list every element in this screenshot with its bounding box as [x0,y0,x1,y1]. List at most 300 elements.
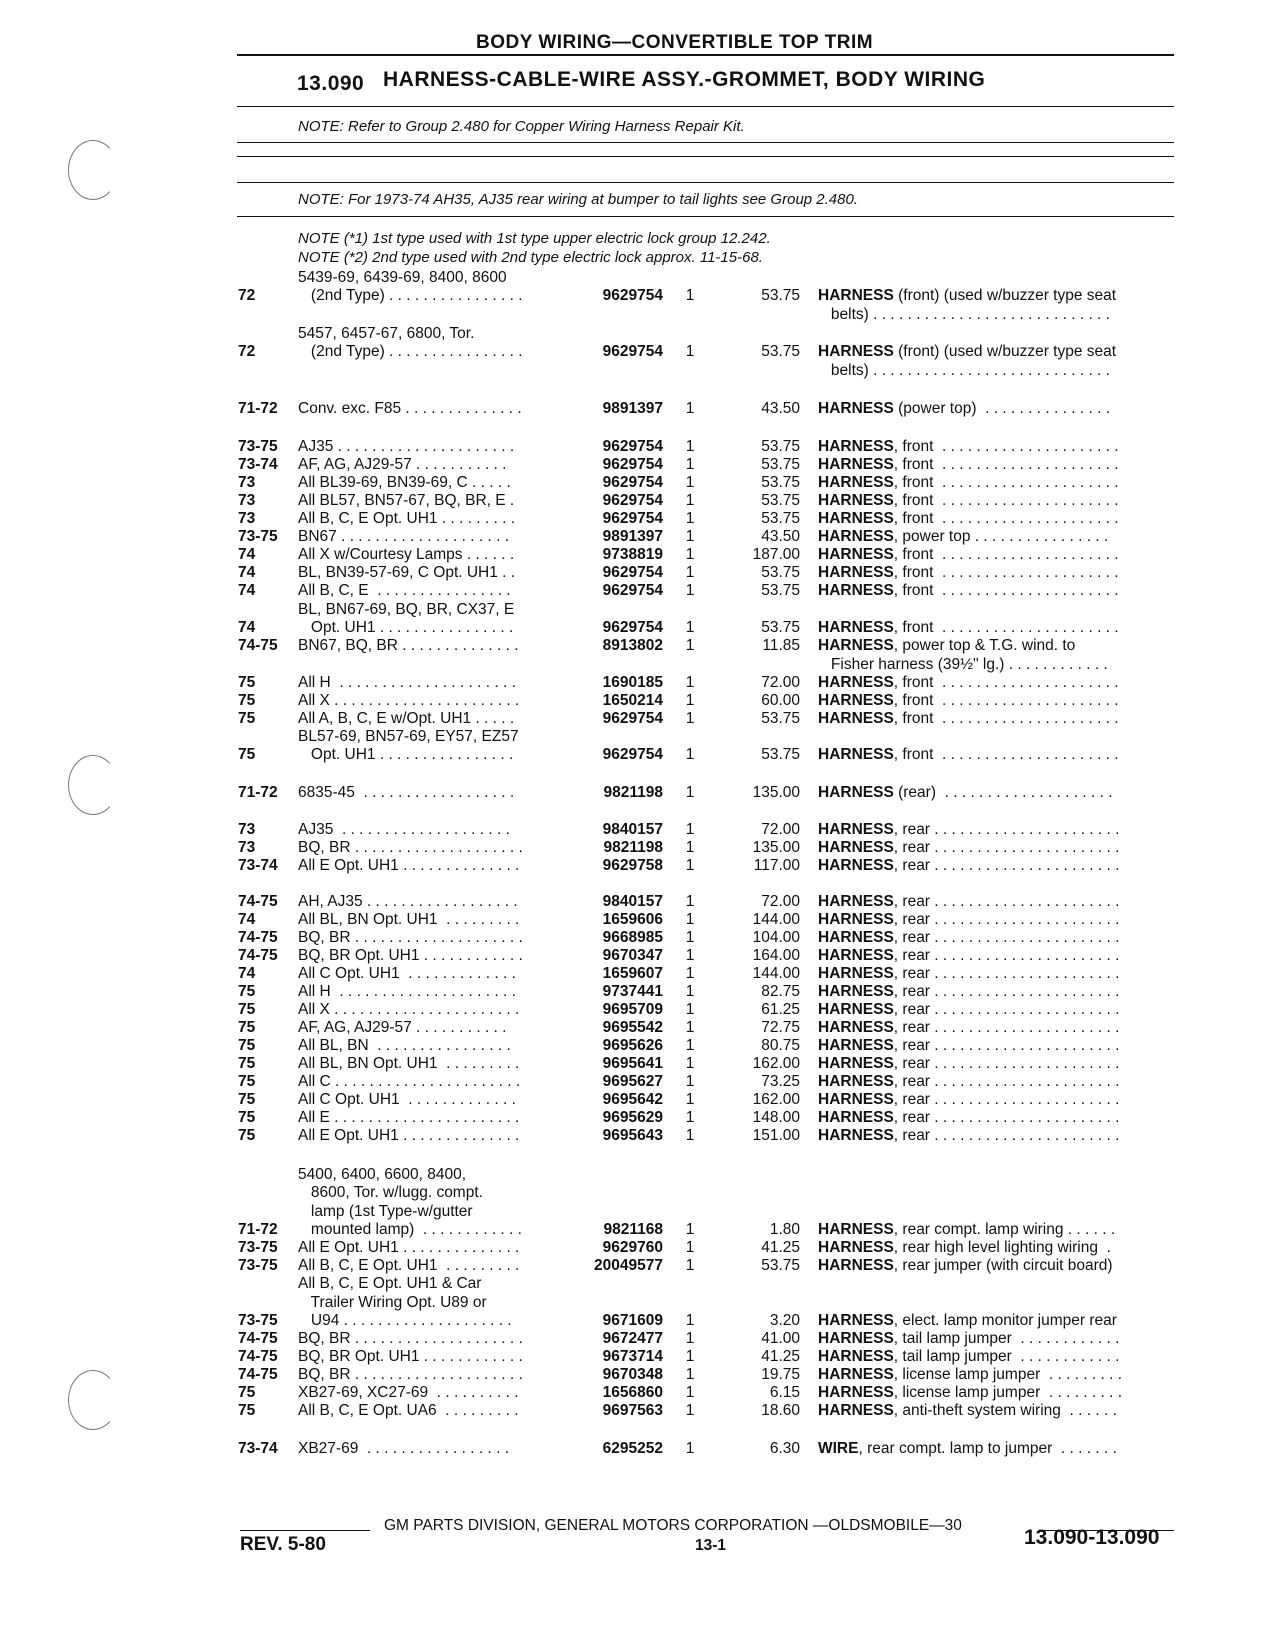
row-description-line: HARNESS, rear . . . . . . . . . . . . . . . . . . . . . . [818,1109,1120,1126]
row-model-line: All B, C, E Opt. UA6 . . . . . . . . . [298,1402,519,1419]
row-part-number: 1659606 [602,911,663,928]
note-type-2: NOTE (*2) 2nd type used with 2nd type electric lock approx. 11-15-68. [298,249,763,266]
row-description-keyword: HARNESS [818,343,894,360]
row-description-keyword: HARNESS [818,746,894,763]
row-description-line: HARNESS, front . . . . . . . . . . . . . . . . . . . . . [818,510,1119,527]
row-quantity: 1 [685,692,695,709]
row-model [298,510,560,529]
row-model-line: AF, AG, AJ29-57 . . . . . . . . . . . [298,1019,507,1036]
row-description [818,546,1178,565]
row-description-keyword: HARNESS [818,692,894,709]
row-quantity: 1 [685,746,695,763]
row-quantity: 1 [685,1055,695,1072]
row-part-number: 9891397 [602,400,663,417]
row-quantity: 1 [685,474,695,491]
row-model [298,269,560,306]
row-description-line: Fisher harness (39½" lg.) . . . . . . . . . . . . [818,655,1108,673]
row-year: 74-75 [238,893,278,910]
row-part-number: 8913802 [602,637,663,654]
row-year: 73-74 [238,456,278,473]
row-price: 53.75 [761,287,800,304]
row-model [298,400,560,419]
group-title: HARNESS-CABLE-WIRE ASSY.-GROMMET, BODY WIRING [383,68,986,91]
row-description-keyword: HARNESS [818,784,894,801]
row-year: 75 [238,1402,256,1419]
row-price: 18.60 [761,1402,800,1419]
row-model-line: 5439-69, 6439-69, 8400, 8600 [298,268,507,286]
row-model-line: mounted lamp) . . . . . . . . . . . . [298,1221,522,1238]
row-year: 75 [238,983,256,1000]
row-model-line: XB27-69, XC27-69 . . . . . . . . . . [298,1384,519,1401]
row-year: 75 [238,1019,256,1036]
row-model-line: All BL, BN . . . . . . . . . . . . . . . . [298,1037,511,1054]
row-description-keyword: HARNESS [818,983,894,1000]
row-year: 72 [238,287,256,304]
note-repair-kit: NOTE: Refer to Group 2.480 for Copper Wiring Harness Repair Kit. [298,118,745,135]
row-description-line: HARNESS, rear high level lighting wiring . [818,1239,1111,1256]
row-description-line: HARNESS (front) (used w/buzzer type seat [818,287,1117,304]
row-description-line: HARNESS, rear . . . . . . . . . . . . . . . . . . . . . . [818,929,1120,946]
row-model-line: 5457, 6457-67, 6800, Tor. [298,324,475,342]
row-model-line: All BL, BN Opt. UH1 . . . . . . . . . [298,1055,520,1072]
row-model [298,929,560,948]
row-description [818,1019,1178,1038]
row-price: 53.75 [761,438,800,455]
row-quantity: 1 [685,343,695,360]
row-year: 74-75 [238,1366,278,1383]
row-description [818,1221,1178,1240]
row-quantity: 1 [685,1402,695,1419]
row-model [298,492,560,511]
row-part-number: 9629754 [602,474,663,491]
row-year: 75 [238,1037,256,1054]
row-quantity: 1 [685,1001,695,1018]
row-model [298,1037,560,1056]
row-description-keyword: HARNESS [818,911,894,928]
row-price: 164.00 [752,947,800,964]
row-year: 74 [238,619,256,636]
row-quantity: 1 [685,528,695,545]
row-part-number: 9840157 [602,893,663,910]
row-description-line: HARNESS, elect. lamp monitor jumper rear [818,1312,1117,1329]
row-quantity: 1 [685,1312,695,1329]
row-description [818,947,1178,966]
row-part-number: 9695709 [602,1001,663,1018]
note-type-1: NOTE (*1) 1st type used with 1st type upper electric lock group 12.242. [298,230,771,247]
row-part-number: 9695641 [602,1055,663,1072]
row-price: 72.00 [761,674,800,691]
row-model-line: All B, C, E Opt. UH1 . . . . . . . . . [298,510,516,527]
row-model-line: All E Opt. UH1 . . . . . . . . . . . . . . [298,1239,520,1256]
row-description-line: HARNESS, rear . . . . . . . . . . . . . . . . . . . . . . [818,1037,1120,1054]
row-price: 6.15 [769,1384,800,1401]
row-model-line: AH, AJ35 . . . . . . . . . . . . . . . . . . [298,893,518,910]
row-model [298,546,560,565]
row-description [818,911,1178,930]
row-year: 75 [238,1127,256,1144]
row-quantity: 1 [685,857,695,874]
row-model [298,637,560,656]
row-model [298,1239,560,1258]
row-part-number: 9697563 [602,1402,663,1419]
row-description [818,746,1178,765]
row-description [818,492,1178,511]
row-quantity: 1 [685,1239,695,1256]
row-part-number: 9738819 [602,546,663,563]
row-year: 71-72 [238,1221,278,1238]
row-description-line: HARNESS, rear jumper (with circuit board) [818,1257,1113,1274]
footer-rev: REV. 5-80 [240,1534,326,1555]
row-description-line: HARNESS, front . . . . . . . . . . . . . . . . . . . . . [818,746,1119,763]
footer-page-number: 13-1 [695,1537,727,1554]
row-description-line: HARNESS, front . . . . . . . . . . . . . . . . . . . . . [818,492,1119,509]
row-description-keyword: HARNESS [818,1037,894,1054]
row-part-number: 9629754 [602,343,663,360]
row-quantity: 1 [685,492,695,509]
row-model-line: BQ, BR Opt. UH1 . . . . . . . . . . . . [298,947,523,964]
row-description-line: HARNESS, front . . . . . . . . . . . . . . . . . . . . . [818,438,1119,455]
row-description [818,1055,1178,1074]
row-description [818,710,1178,729]
row-description-keyword: HARNESS [818,1239,894,1256]
row-price: 144.00 [752,965,800,982]
row-part-number: 9695626 [602,1037,663,1054]
row-model [298,1127,560,1146]
row-model [298,947,560,966]
row-model [298,1384,560,1403]
row-description-line: HARNESS, power top . . . . . . . . . . . . . . . . [818,528,1109,545]
row-model-line: All C Opt. UH1 . . . . . . . . . . . . . [298,965,516,982]
row-year: 75 [238,1091,256,1108]
row-description [818,1384,1178,1403]
row-model [298,1091,560,1110]
row-description-line: HARNESS, rear . . . . . . . . . . . . . . . . . . . . . . [818,947,1120,964]
row-year: 74-75 [238,1330,278,1347]
row-quantity: 1 [685,1109,695,1126]
row-price: 104.00 [752,929,800,946]
row-description [818,510,1178,529]
row-description-keyword: HARNESS [818,857,894,874]
row-quantity: 1 [685,400,695,417]
row-model [298,1019,560,1038]
row-model [298,1109,560,1128]
row-part-number: 9821168 [603,1221,663,1238]
row-price: 53.75 [761,710,800,727]
row-model [298,692,560,711]
row-part-number: 9629754 [602,287,663,304]
row-quantity: 1 [685,438,695,455]
row-description-line: HARNESS, anti-theft system wiring . . . . . . [818,1402,1117,1419]
row-description-line: HARNESS, front . . . . . . . . . . . . . . . . . . . . . [818,582,1119,599]
row-price: 53.75 [761,746,800,763]
row-description-line: WIRE, rear compt. lamp to jumper . . . . . . . [818,1440,1117,1457]
row-description-keyword: HARNESS [818,546,894,563]
row-description [818,1073,1178,1092]
row-year: 75 [238,1384,256,1401]
row-price: 80.75 [761,1037,800,1054]
row-description-line: HARNESS, front . . . . . . . . . . . . . . . . . . . . . [818,546,1119,563]
row-description-line: HARNESS, rear . . . . . . . . . . . . . . . . . . . . . . [818,965,1120,982]
row-description-keyword: HARNESS [818,1366,894,1383]
row-price: 53.75 [761,492,800,509]
row-model-line: All H . . . . . . . . . . . . . . . . . . . . . [298,674,516,691]
row-model [298,1440,560,1459]
row-part-number: 9821198 [603,784,663,801]
row-quantity: 1 [685,637,695,654]
row-description-line: HARNESS, front . . . . . . . . . . . . . . . . . . . . . [818,692,1119,709]
row-quantity: 1 [685,1440,695,1457]
row-model [298,582,560,601]
group-number: 13.090 [297,72,365,95]
row-year: 75 [238,674,256,691]
row-description-line: HARNESS, license lamp jumper . . . . . . . . . [818,1384,1123,1401]
row-model [298,965,560,984]
row-model-line: All X . . . . . . . . . . . . . . . . . . . . . . [298,1001,520,1018]
row-description [818,438,1178,457]
row-price: 72.00 [761,893,800,910]
row-part-number: 9629760 [602,1239,663,1256]
row-description-keyword: HARNESS [818,400,894,417]
row-part-number: 20049577 [594,1257,663,1274]
row-model-line: Trailer Wiring Opt. U89 or [298,1293,487,1311]
row-part-number: 9629754 [602,582,663,599]
row-part-number: 9671609 [602,1312,663,1329]
row-description-keyword: HARNESS [818,710,894,727]
row-description-keyword: HARNESS [818,1330,894,1347]
row-price: 151.00 [752,1127,800,1144]
row-price: 1.80 [769,1221,800,1238]
row-description [818,456,1178,475]
row-quantity: 1 [685,1127,695,1144]
row-model-line: AJ35 . . . . . . . . . . . . . . . . . . . . . [298,438,515,455]
row-model [298,1275,560,1331]
row-description-line: HARNESS, front . . . . . . . . . . . . . . . . . . . . . [818,710,1119,727]
row-model [298,528,560,547]
row-description-line: HARNESS, front . . . . . . . . . . . . . . . . . . . . . [818,564,1119,581]
section-title: BODY WIRING—CONVERTIBLE TOP TRIM [476,32,874,53]
row-model-line: BQ, BR . . . . . . . . . . . . . . . . . . . . [298,1330,523,1347]
row-description [818,857,1178,876]
row-model-line: All B, C, E Opt. UH1 & Car [298,1275,482,1292]
row-description-keyword: HARNESS [818,893,894,910]
row-model [298,1166,560,1240]
row-quantity: 1 [685,839,695,856]
row-description-keyword: HARNESS [818,1019,894,1036]
row-part-number: 9629754 [602,456,663,473]
row-price: 6.30 [769,1440,800,1457]
row-description [818,1312,1178,1331]
row-part-number: 9629754 [602,510,663,527]
row-description-keyword: HARNESS [818,287,894,304]
row-model-line: (2nd Type) . . . . . . . . . . . . . . . . [298,287,523,304]
row-quantity: 1 [685,1384,695,1401]
row-quantity: 1 [685,546,695,563]
row-quantity: 1 [685,1330,695,1347]
row-model-line: lamp (1st Type-w/gutter [298,1202,473,1220]
row-model [298,821,560,840]
row-description-keyword: HARNESS [818,528,894,545]
row-part-number: 9695642 [602,1091,663,1108]
row-quantity: 1 [685,965,695,982]
row-description [818,1348,1178,1367]
row-part-number: 1656860 [602,1384,663,1401]
row-year: 73 [238,821,256,838]
row-year: 72 [238,343,256,360]
row-model-line: U94 . . . . . . . . . . . . . . . . . . . . [298,1312,512,1329]
row-year: 73-75 [238,438,278,455]
row-quantity: 1 [685,947,695,964]
row-description-keyword: HARNESS [818,1091,894,1108]
row-description [818,1127,1178,1146]
row-part-number: 9629754 [602,438,663,455]
row-year: 74 [238,965,256,982]
row-part-number: 9668985 [602,929,663,946]
row-description [818,1001,1178,1020]
row-part-number: 9629754 [602,492,663,509]
row-part-number: 9670348 [602,1366,663,1383]
row-description-line: HARNESS, rear . . . . . . . . . . . . . . . . . . . . . . [818,857,1120,874]
row-model [298,1402,560,1421]
row-description [818,674,1178,693]
row-model-line: BL, BN67-69, BQ, BR, CX37, E [298,600,515,618]
row-description-line: HARNESS, rear . . . . . . . . . . . . . . . . . . . . . . [818,1073,1120,1090]
row-model-line: All E Opt. UH1 . . . . . . . . . . . . . . [298,1127,520,1144]
row-description-keyword: HARNESS [818,1001,894,1018]
row-model [298,1330,560,1349]
row-description-line: HARNESS, license lamp jumper . . . . . . . . . [818,1366,1123,1383]
row-quantity: 1 [685,784,695,801]
row-model-line: BL, BN39-57-69, C Opt. UH1 . . [298,564,516,581]
row-price: 53.75 [761,1257,800,1274]
row-description-keyword: HARNESS [818,564,894,581]
row-year: 74 [238,582,256,599]
row-description-line: belts) . . . . . . . . . . . . . . . . . . . . . . . . . . . . [818,361,1110,379]
row-quantity: 1 [685,893,695,910]
row-part-number: 9695542 [602,1019,663,1036]
row-model-line: AF, AG, AJ29-57 . . . . . . . . . . . [298,456,507,473]
row-part-number: 9629754 [602,619,663,636]
row-description [818,1109,1178,1128]
row-description-line: HARNESS, rear . . . . . . . . . . . . . . . . . . . . . . [818,983,1120,1000]
row-description [818,893,1178,912]
row-description-line: HARNESS, front . . . . . . . . . . . . . . . . . . . . . [818,474,1119,491]
row-year: 73-74 [238,857,278,874]
row-quantity: 1 [685,929,695,946]
row-price: 3.20 [769,1312,800,1329]
row-year: 73 [238,839,256,856]
row-description [818,1257,1178,1276]
row-price: 61.25 [761,1001,800,1018]
row-description-keyword: HARNESS [818,492,894,509]
row-model-line: All E Opt. UH1 . . . . . . . . . . . . . . [298,857,520,874]
row-description-line: HARNESS, rear . . . . . . . . . . . . . . . . . . . . . . [818,1019,1120,1036]
row-model-line: All H . . . . . . . . . . . . . . . . . . . . . [298,983,516,1000]
row-description-keyword: HARNESS [818,510,894,527]
row-quantity: 1 [685,983,695,1000]
row-model-line: All X . . . . . . . . . . . . . . . . . . . . . . [298,692,520,709]
row-model-line: 6835-45 . . . . . . . . . . . . . . . . . . [298,784,515,801]
row-description-keyword: HARNESS [818,965,894,982]
row-year: 73 [238,510,256,527]
row-year: 75 [238,1073,256,1090]
row-model [298,1257,560,1276]
row-description-keyword: HARNESS [818,1221,894,1238]
row-description [818,287,1178,324]
row-model-line: BL57-69, BN57-69, EY57, EZ57 [298,727,519,745]
row-description-keyword: HARNESS [818,1348,894,1365]
row-description [818,1366,1178,1385]
row-model-line: BQ, BR . . . . . . . . . . . . . . . . . . . . [298,1366,523,1383]
row-quantity: 1 [685,1348,695,1365]
row-model-line: 8600, Tor. w/lugg. compt. [298,1184,483,1201]
row-quantity: 1 [685,619,695,636]
row-year: 71-72 [238,400,278,417]
row-price: 19.75 [761,1366,800,1383]
row-model-line: Opt. UH1 . . . . . . . . . . . . . . . . [298,746,514,763]
row-part-number: 9821198 [603,839,663,856]
row-model-line: All C . . . . . . . . . . . . . . . . . . . . . . [298,1073,521,1090]
row-description-line: HARNESS, front . . . . . . . . . . . . . . . . . . . . . [818,674,1119,691]
row-part-number: 9695629 [602,1109,663,1126]
row-price: 53.75 [761,582,800,599]
row-description [818,929,1178,948]
row-price: 162.00 [752,1055,800,1072]
row-description [818,400,1178,419]
row-price: 41.00 [761,1330,800,1347]
row-price: 53.75 [761,619,800,636]
row-model [298,438,560,457]
row-price: 117.00 [753,857,800,874]
row-model-line: All C Opt. UH1 . . . . . . . . . . . . . [298,1091,516,1108]
row-price: 144.00 [752,911,800,928]
row-description-keyword: HARNESS [818,474,894,491]
row-model [298,839,560,858]
row-model [298,456,560,475]
row-quantity: 1 [685,1366,695,1383]
row-description-keyword: HARNESS [818,1384,894,1401]
row-quantity: 1 [685,1019,695,1036]
row-description-line: HARNESS (front) (used w/buzzer type seat [818,343,1117,360]
row-description [818,839,1178,858]
row-description-line: HARNESS, rear . . . . . . . . . . . . . . . . . . . . . . [818,1127,1120,1144]
row-model-line: All A, B, C, E w/Opt. UH1 . . . . . [298,710,515,727]
row-model [298,857,560,876]
row-description-line: belts) . . . . . . . . . . . . . . . . . . . . . . . . . . . . [818,305,1110,323]
row-description-line: HARNESS, rear . . . . . . . . . . . . . . . . . . . . . . [818,1001,1120,1018]
row-description-line: HARNESS (rear) . . . . . . . . . . . . . . . . . . . . [818,784,1113,801]
row-description [818,1440,1178,1459]
row-model-line: All B, C, E . . . . . . . . . . . . . . . . [298,582,511,599]
row-model-line: All BL57, BN57-67, BQ, BR, E . [298,492,515,509]
row-description-line: HARNESS (power top) . . . . . . . . . . . . . . . [818,400,1110,417]
row-description [818,474,1178,493]
row-model [298,601,560,638]
row-description-line: HARNESS, rear . . . . . . . . . . . . . . . . . . . . . . [818,821,1120,838]
row-model [298,474,560,493]
row-year: 73-75 [238,1239,278,1256]
row-model [298,1073,560,1092]
row-model-line: BQ, BR . . . . . . . . . . . . . . . . . . . . [298,839,523,856]
row-price: 43.50 [761,400,800,417]
row-price: 187.00 [752,546,800,563]
row-description-line: HARNESS, tail lamp jumper . . . . . . . . . . . . [818,1330,1120,1347]
row-price: 162.00 [752,1091,800,1108]
row-year: 75 [238,1001,256,1018]
row-description [818,564,1178,583]
row-description-keyword: HARNESS [818,438,894,455]
row-description-keyword: WIRE [818,1440,859,1457]
row-description-line: HARNESS, tail lamp jumper . . . . . . . . . . . . [818,1348,1120,1365]
